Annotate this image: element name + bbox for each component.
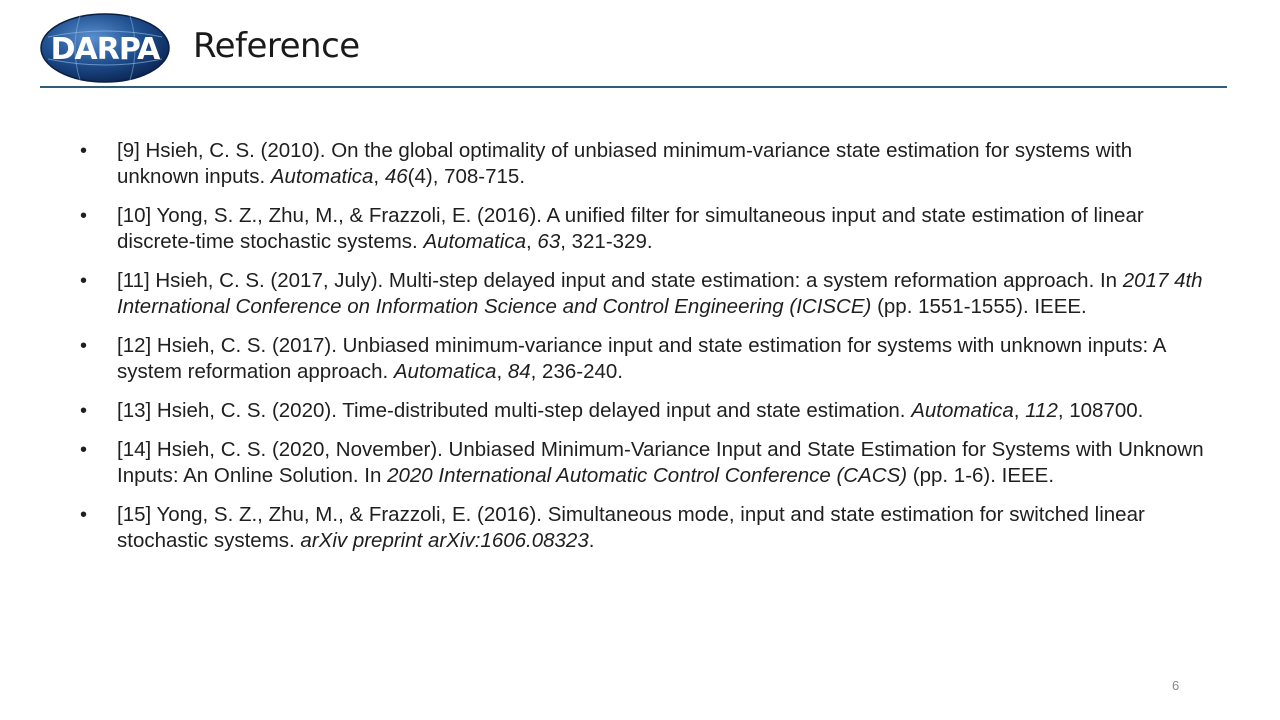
reference-pages: , 108700.	[1057, 399, 1144, 422]
reference-separator: ,	[1013, 399, 1026, 422]
reference-item	[78, 138, 1218, 190]
reference-item	[78, 502, 1218, 554]
reference-pages: , 236-240.	[530, 360, 623, 383]
reference-volume: 46	[384, 165, 408, 188]
reference-pages: (pp. 1-6). IEEE.	[907, 464, 1055, 487]
reference-pages: (4), 708-715.	[407, 165, 526, 188]
reference-text: [15] Yong, S. Z., Zhu, M., & Frazzoli, E. (2016). Simultaneous mode, input and state estimation for switched linear stochastic systems.	[117, 503, 1145, 552]
reference-volume: 63	[537, 230, 561, 253]
reference-text: [13] Hsieh, C. S. (2020). Time-distributed multi-step delayed input and state estimation.	[117, 399, 912, 422]
reference-pages: , 321-329.	[560, 230, 653, 253]
reference-source: 2017 4th International Conference on Information Science and Control Engineering (ICISCE)	[117, 269, 1203, 318]
reference-pages: .	[588, 529, 595, 552]
reference-separator: ,	[496, 360, 508, 383]
reference-text: [10] Yong, S. Z., Zhu, M., & Frazzoli, E. (2016). A unified filter for simultaneous input and state estimation of linear discrete-time stochastic systems.	[117, 204, 1144, 253]
reference-item	[78, 333, 1218, 385]
reference-list	[78, 138, 1218, 567]
bullet: •	[80, 400, 88, 422]
reference-item	[78, 437, 1218, 489]
reference-item	[78, 268, 1218, 320]
title-divider	[40, 86, 1227, 88]
reference-item	[78, 398, 1218, 424]
bullet: •	[80, 140, 88, 162]
page-number: 6	[1172, 678, 1180, 693]
bullet: •	[80, 270, 88, 292]
logo-text: DARPA	[50, 32, 160, 67]
reference-source: arXiv preprint arXiv:1606.08323	[300, 529, 589, 552]
bullet: •	[80, 504, 88, 526]
reference-source: 2020 International Automatic Control Conference (CACS)	[387, 464, 908, 487]
reference-pages: (pp. 1551-1555). IEEE.	[871, 295, 1087, 318]
reference-volume: 112	[1025, 399, 1058, 422]
reference-separator: ,	[526, 230, 538, 253]
reference-volume: 84	[507, 360, 531, 383]
reference-source: Automatica	[393, 360, 497, 383]
bullet: •	[80, 205, 88, 227]
reference-text: [14] Hsieh, C. S. (2020, November). Unbiased Minimum-Variance Input and State Estimation for Systems with Unknown Inputs: An Online Solution. In	[117, 438, 1204, 487]
bullet: •	[80, 439, 88, 461]
reference-item	[78, 203, 1218, 255]
page-title: Reference	[193, 26, 360, 66]
darpa-logo	[40, 13, 170, 83]
reference-text: [9] Hsieh, C. S. (2010). On the global optimality of unbiased minimum-variance state estimation for systems with unknown inputs.	[117, 139, 1133, 188]
reference-text: [11] Hsieh, C. S. (2017, July). Multi-step delayed input and state estimation: a system reformation approach. In	[117, 269, 1123, 292]
reference-source: Automatica	[911, 399, 1014, 422]
reference-separator: ,	[373, 165, 385, 188]
reference-text: [12] Hsieh, C. S. (2017). Unbiased minimum-variance input and state estimation for systems with unknown inputs: A system reformation approach.	[117, 334, 1166, 383]
bullet: •	[80, 335, 88, 357]
reference-source: Automatica	[270, 165, 374, 188]
reference-source: Automatica	[423, 230, 527, 253]
